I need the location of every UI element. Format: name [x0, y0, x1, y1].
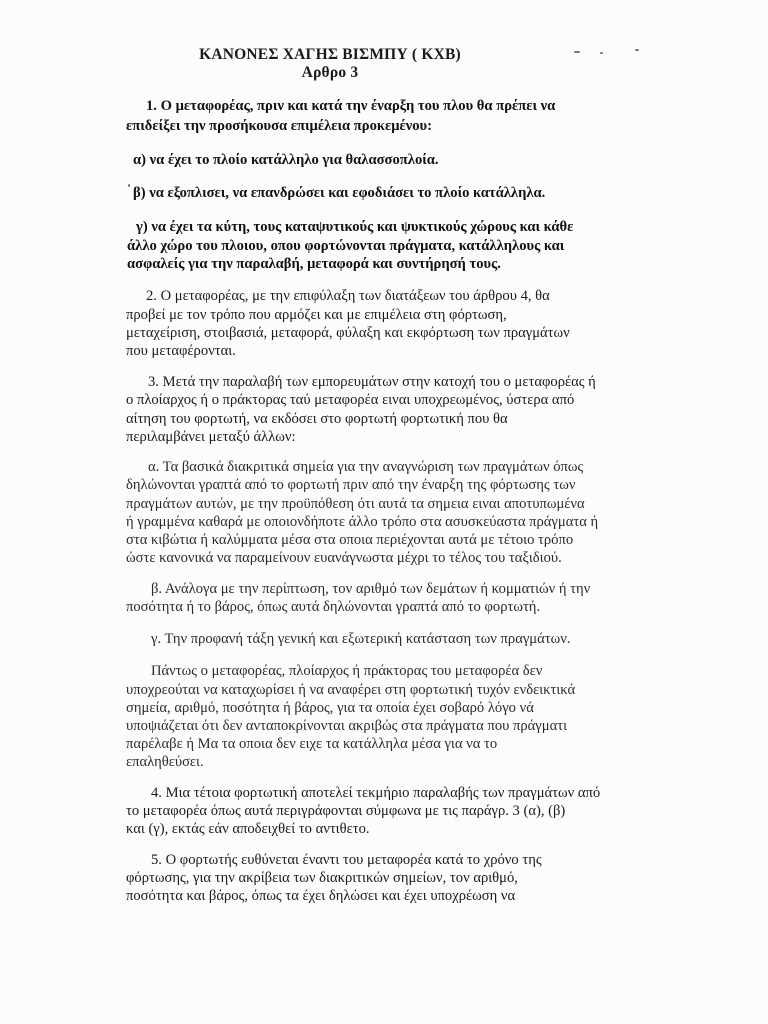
- text-line: ή γραμμένα καθαρά με οποιονδήποτε άλλο τρόπο στα ασυσκεύαστα πράγματα ή: [126, 514, 599, 530]
- text-line: ώστε κανονικά να παραμείνουν ευανάγνωστα μέχρι το τέλος του ταξιδιού.: [126, 550, 562, 566]
- text-line: δηλώνονται γραπτά από το φορτωτή πριν από την έναρξη της φόρτωσης των: [126, 477, 576, 493]
- text-line: στα κιβώτια ή καλύμματα μέσα στα οποια περιέχονται αυτά με τέτοιο τρόπο: [126, 532, 574, 548]
- text-line: επιδείξει την προσήκουσα επιμέλεια προκεμένου:: [126, 118, 432, 134]
- text-line: σημεία, αριθμό, ποσότητα ή βάρος, για τα οποία έχει σοβαρό λόγο νά: [126, 700, 534, 716]
- text-line: 4. Μια τέτοια φορτωτική αποτελεί τεκμήριο παραλαβής των πραγμάτων από: [151, 785, 601, 801]
- text-line: 5. Ο φορτωτής ευθύνεται έναντι του μεταφορέα κατά το χρόνο της: [151, 852, 542, 868]
- text-line: επαληθεύσει.: [126, 754, 204, 770]
- text-line: που μεταφέρονται.: [126, 343, 236, 359]
- text-line: α) να έχει το πλοίο κατάλληλο για θαλασσοπλοία.: [133, 152, 439, 168]
- text-line: 1. Ο μεταφορέας, πριν και κατά την έναρξη του πλου θα πρέπει να: [146, 98, 556, 114]
- text-line: υποψιάζεται ότι δεν ανταποκρίνονται ακριβώς στα πράγματα που πράγματι: [126, 718, 568, 734]
- document-title: ΚΑΝΟΝΕΣ ΧΑΓΗΣ ΒΙΣΜΠΥ ( ΚΧΒ): [199, 46, 461, 63]
- text-line: ποσότητα ή το βάρος, όπως αυτά δηλώνονται γραπτά από το φορτωτή.: [126, 599, 541, 615]
- scan-speck: [635, 49, 639, 51]
- text-line: και (γ), εκτάς εάν αποδειχθεί το αντιθετο.: [126, 821, 370, 837]
- scan-speck: [128, 184, 130, 187]
- text-line: υποχρεούται να καταχωρίσει ή να αναφέρει στη φορτωτική τυχόν ενδεικτικά: [126, 682, 576, 698]
- text-line: ασφαλείς για την παραλαβή, μεταφορά και συντήρησή τους.: [127, 256, 501, 272]
- text-line: ο πλοίαρχος ή ο πράκτορας ταύ μεταφορέα ειναι υποχρεωμένος, ύστερα από: [126, 392, 575, 408]
- text-line: 3. Μετά την παραλαβή των εμπορευμάτων στην κατοχή του ο μεταφορέας ή: [148, 374, 596, 390]
- text-line: γ) να έχει τα κύτη, τους καταψυτικούς και ψυκτικούς χώρους και κάθε: [136, 219, 574, 235]
- text-line: ποσότητα και βάρος, όπως τα έχει δηλώσει και έχει υποχρέωση να: [126, 888, 516, 904]
- text-line: παρέλαβε ή Μα τα οποια δεν ειχε τα κατάλληλα μέσα για να το: [126, 736, 498, 752]
- text-line: γ. Την προφανή τάξη γενική και εξωτερική κατάσταση των πραγμάτων.: [151, 631, 571, 647]
- text-line: φόρτωσης, για την ακρίβεια των διακριτικών σημείων, τον αριθμό,: [126, 870, 518, 886]
- text-line: β) να εξοπλισει, να επανδρώσει και εφοδιάσει το πλοίο κατάλληλα.: [133, 185, 546, 201]
- text-line: περιλαμβάνει μεταξύ άλλων:: [126, 429, 296, 445]
- text-line: β. Ανάλογα με την περίπτωση, τον αριθμό των δεμάτων ή κομματιών ή την: [151, 581, 591, 597]
- text-line: 2. Ο μεταφορέας, με την επιφύλαξη των διατάξεων του άρθρου 4, θα: [146, 288, 550, 304]
- article-heading: Αρθρο 3: [301, 64, 359, 81]
- scan-speck: [574, 51, 580, 53]
- text-line: μεταχείριση, στοιβασιά, μεταφορά, φύλαξη και εκφόρτωση των πραγμάτων: [126, 325, 570, 341]
- scan-speck: [600, 52, 603, 54]
- text-line: α. Τα βασικά διακριτικά σημεία για την αναγνώριση των πραγμάτων όπως: [148, 459, 584, 475]
- text-line: πραγμάτων αυτών, με την προϋπόθεση ότι αυτά τα σημεια ειναι αποτυπωμένα: [126, 496, 585, 512]
- text-line: αίτηση του φορτωτή, να εκδόσει στο φορτωτή φορτωτική που θα: [126, 411, 508, 427]
- text-line: Πάντως ο μεταφορέας, πλοίαρχος ή πράκτορας του μεταφορέα δεν: [151, 663, 543, 679]
- text-line: το μεταφορέα όπως αυτά περιγράφονται σύμφωνα με τις παράγρ. 3 (α), (β): [126, 803, 566, 819]
- text-line: άλλο χώρο του πλοιου, οπου φορτώνονται πράγματα, κατάλληλους και: [127, 238, 565, 254]
- text-line: προβεί με τον τρόπο που αρμόζει και με επιμέλεια στη φόρτωση,: [126, 307, 507, 323]
